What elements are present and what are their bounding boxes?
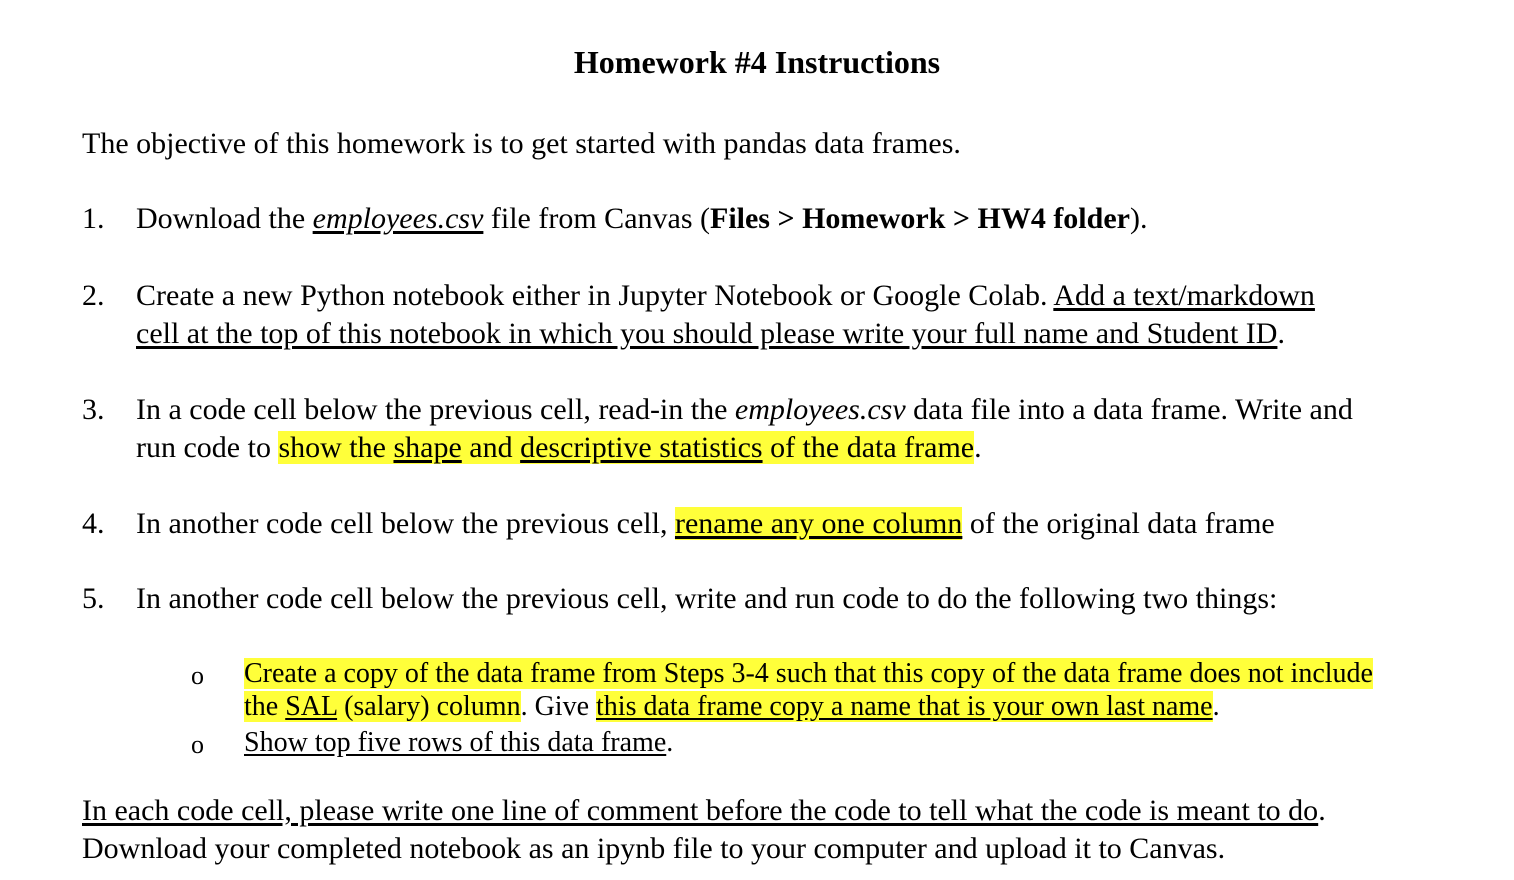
step-1-part: file from Canvas ( [483, 202, 710, 235]
step-3-part: of the data frame [762, 431, 975, 464]
subitem-2-line [244, 726, 673, 759]
step-3-line-1 [136, 391, 1353, 429]
step-1-number: 1. [82, 202, 105, 235]
step-3-part: data file into a data frame. Write and [905, 393, 1353, 426]
step-2-line-1 [136, 277, 1315, 315]
step-2-part: Create a new Python notebook either in Jupyter Notebook or Google Colab. [136, 279, 1054, 312]
step-4-part: of the original data frame [962, 507, 1275, 540]
closing-underlined: In each code cell, please write one line of comment before the code to tell what the code is meant to do [82, 794, 1319, 827]
subitem-part: . [666, 727, 674, 758]
step-2-underlined: Add a text/markdown [1053, 279, 1315, 312]
canvas-path: Files > Homework > HW4 folder [710, 202, 1130, 235]
highlight [244, 691, 521, 722]
step-3-part: . [974, 431, 982, 464]
bullet-icon: o [191, 661, 204, 690]
step-3-part: In a code cell below the previous cell, read-in the [136, 393, 735, 426]
page-title: Homework #4 Instructions [573, 44, 941, 80]
highlight: rename any one column [674, 507, 963, 540]
step-2-part: . [1277, 317, 1285, 350]
closing-part: . [1318, 794, 1326, 827]
step-3-part: run code to [136, 431, 279, 464]
step-5-text: In another code cell below the previous cell, write and run code to do the following two things: [136, 582, 1278, 615]
step-1-part: ). [1129, 202, 1148, 235]
step-3-part: show the [278, 431, 394, 464]
file-name: employees.csv [734, 393, 906, 426]
intro-paragraph: The objective of this homework is to get started with pandas data frames. [82, 127, 961, 160]
subitem-part: the [244, 691, 286, 722]
step-4-number: 4. [82, 507, 105, 540]
step-2-underlined: cell at the top of this notebook in which you should please write your full name and Student ID [136, 317, 1278, 350]
step-1-part: Download the [136, 202, 313, 235]
step-4-text [136, 505, 1275, 543]
step-3-part: and [461, 431, 521, 464]
step-2-number: 2. [82, 279, 105, 312]
step-3-number: 3. [82, 393, 105, 426]
bullet-icon: o [191, 730, 204, 759]
subitem-part: . [1212, 691, 1220, 722]
subitem-part: (salary) column [337, 691, 521, 722]
step-3-underlined: descriptive statistics [520, 431, 763, 464]
highlight: this data frame copy a name that is your own last name [596, 691, 1213, 722]
subitem-underlined: SAL [285, 691, 338, 722]
closing-line-2: Download your completed notebook as an ipynb file to your computer and upload it to Canvas. [82, 832, 1226, 865]
step-3-line-2 [136, 429, 982, 467]
step-4-part: In another code cell below the previous cell, [136, 507, 675, 540]
subitem-1-line-2 [244, 690, 1220, 723]
step-1-text [136, 200, 1147, 238]
closing-line-1 [82, 792, 1326, 830]
subitem-underlined: Show top five rows of this data frame [244, 727, 667, 758]
file-name: employees.csv [312, 202, 484, 235]
step-3-underlined: shape [393, 431, 462, 464]
subitem-1-line-1 [244, 657, 1373, 690]
step-2-line-2 [136, 315, 1285, 353]
step-5-number: 5. [82, 582, 105, 615]
subitem-part: . Give [520, 691, 597, 722]
highlight: Create a copy of the data frame from Steps 3-4 such that this copy of the data frame does not include [244, 658, 1373, 689]
highlight [278, 431, 974, 464]
